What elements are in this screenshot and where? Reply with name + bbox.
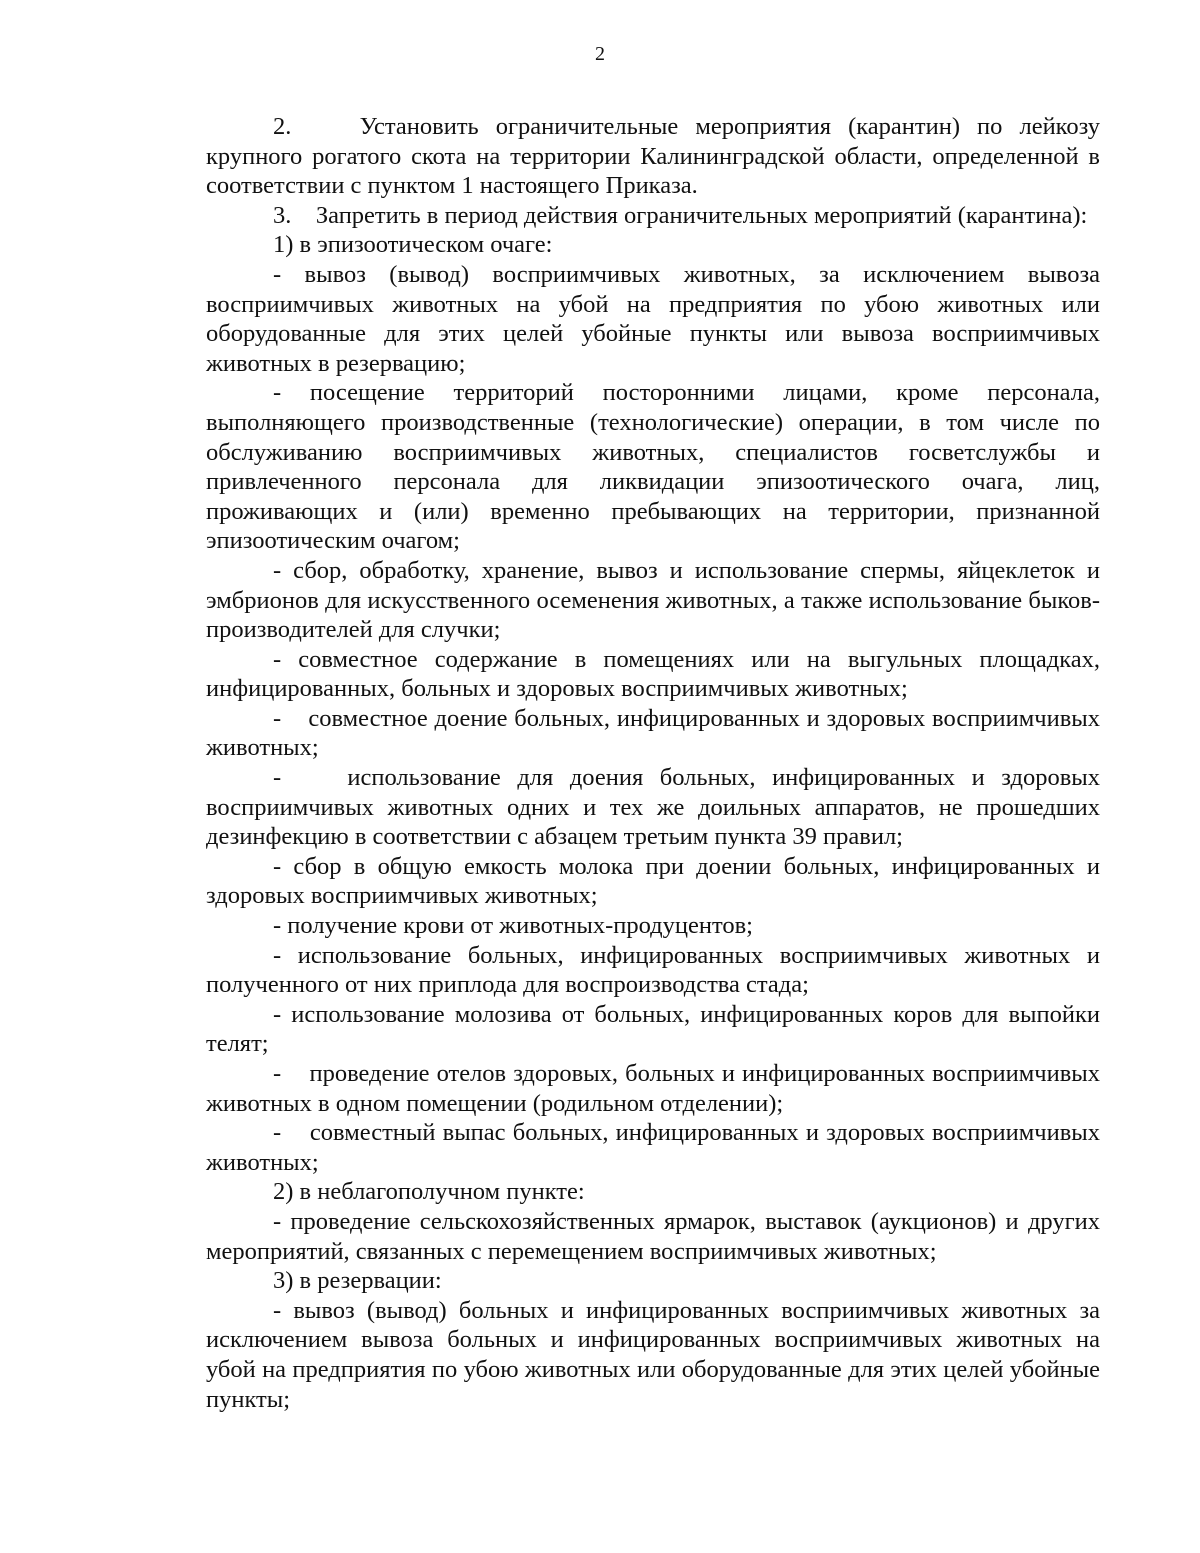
subheading-reservation: 3) в резервации: xyxy=(273,1267,442,1295)
paragraph-item-3-prohibitions: 3. Запретить в период действия ограничительных мероприятий (карантина): xyxy=(273,201,1088,229)
list-item: - использование молозива от больных, инфицированных коров для выпойки телят; xyxy=(206,1000,1100,1058)
subheading-epizootic-focus: 1) в эпизоотическом очаге: xyxy=(273,231,553,259)
document-body xyxy=(206,112,1100,1414)
list-item: - совместное содержание в помещениях или на выгульных площадках, инфицированных, больных и здоровых восприимчивых животных; xyxy=(206,645,1100,703)
paragraph-item-2-quarantine: 2. Установить ограничительные мероприятия (карантин) по лейкозу крупного рогатого скота на территории Калининградской области, определенной в соответствии с пунктом 1 настоящего Приказа. xyxy=(206,113,1100,200)
subheading-unfavorable-point: 2) в неблагополучном пункте: xyxy=(273,1178,585,1206)
list-item: - посещение территорий посторонними лицами, кроме персонала, выполняющего производственные (технологические) операции, в том числе по обслуживанию восприимчивых животных, специалистов госветслужбы и привлеченного персонала для ликвидации эпизоотического очага, лиц, проживающих и (или) временно пребывающих на территории, признанной эпизоотическим очагом; xyxy=(206,379,1100,555)
list-item: - сбор в общую емкость молока при доении больных, инфицированных и здоровых восприимчивых животных; xyxy=(206,852,1100,910)
page-number: 2 xyxy=(595,43,605,65)
list-item: - получение крови от животных-продуцентов; xyxy=(273,912,753,940)
list-item: - проведение сельскохозяйственных ярмарок, выставок (аукционов) и других мероприятий, связанных с перемещением восприимчивых животных; xyxy=(206,1207,1100,1265)
list-item: - сбор, обработку, хранение, вывоз и использование спермы, яйцеклеток и эмбрионов для искусственного осеменения животных, а также использование быков-производителей для случки; xyxy=(206,556,1100,644)
list-item: - использование больных, инфицированных восприимчивых животных и полученного от них приплода для воспроизводства стада; xyxy=(206,941,1100,999)
list-item: - вывоз (вывод) больных и инфицированных восприимчивых животных за исключением вывоза больных и инфицированных восприимчивых животных на убой на предприятия по убою животных или оборудованные для этих целей убойные пункты; xyxy=(206,1296,1100,1413)
list-item: - совместное доение больных, инфицированных и здоровых восприимчивых животных; xyxy=(206,704,1100,762)
list-item: - проведение отелов здоровых, больных и инфицированных восприимчивых животных в одном помещении (родильном отделении); xyxy=(206,1060,1100,1117)
list-item: - совместный выпас больных, инфицированных и здоровых восприимчивых животных; xyxy=(206,1119,1100,1176)
list-item: - вывоз (вывод) восприимчивых животных, за исключением вывоза восприимчивых животных на убой на предприятия по убою животных или оборудованные для этих целей убойные пункты или вывоза восприимчивых животных в резервацию; xyxy=(206,260,1100,377)
list-item: - использование для доения больных, инфицированных и здоровых восприимчивых животных одних и тех же доильных аппаратов, не прошедших дезинфекцию в соответствии с абзацем третьим пункта 39 правил; xyxy=(206,764,1100,851)
